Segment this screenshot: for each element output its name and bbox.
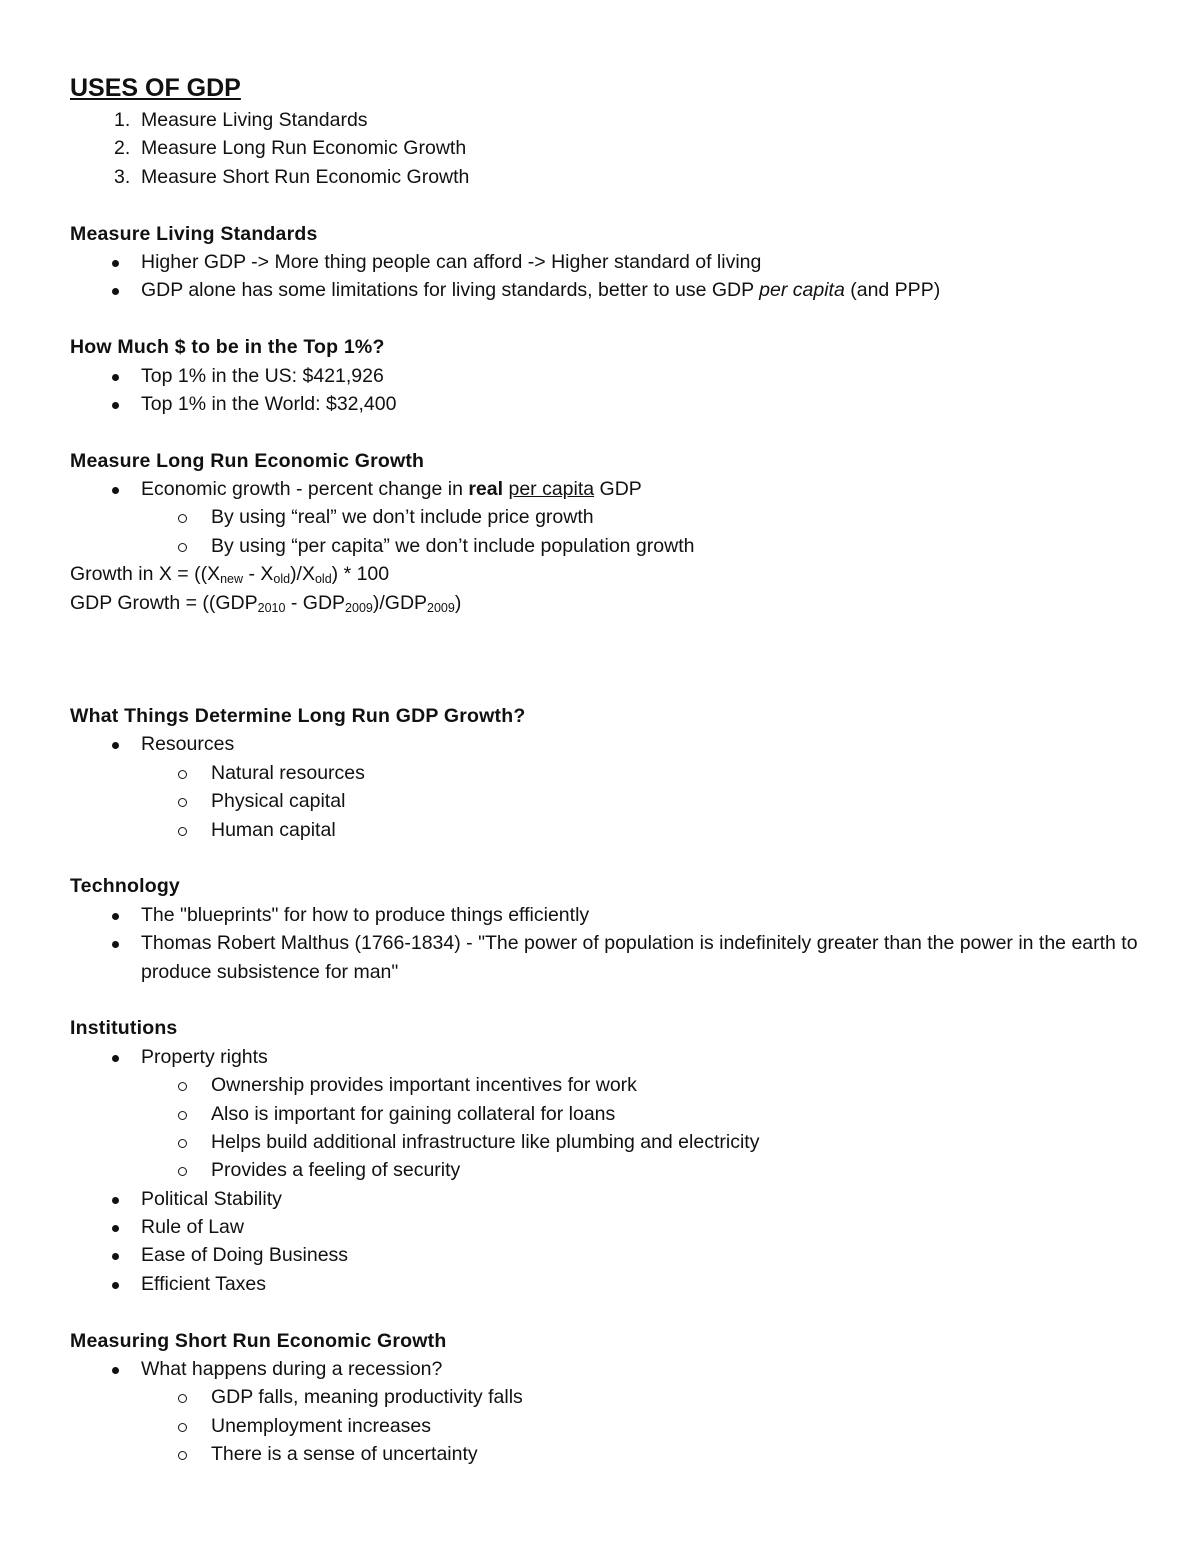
item-number: 3. bbox=[114, 165, 131, 188]
bullet-item bbox=[70, 1241, 1150, 1269]
bullet-dot-icon bbox=[112, 1225, 119, 1232]
sub-bullet-text: There is a sense of uncertainty bbox=[211, 1443, 478, 1466]
formula-part: GDP Growth = ((GDP bbox=[70, 591, 258, 614]
bullet-text: GDP alone has some limitations for living standards, better to use GDP bbox=[141, 279, 760, 302]
formula-subscript: 2009 bbox=[427, 600, 455, 615]
bullet-text: Top 1% in the World: $32,400 bbox=[141, 392, 397, 415]
page-title: USES OF GDP bbox=[70, 74, 241, 102]
bullet-item bbox=[70, 1270, 1150, 1298]
bullet-dot-icon bbox=[112, 1253, 119, 1260]
section-heading: Measuring Short Run Economic Growth bbox=[70, 1329, 447, 1352]
underlined-text: per capita bbox=[508, 478, 595, 501]
formula-subscript: old bbox=[273, 572, 291, 587]
bullet-item bbox=[70, 390, 1150, 418]
bullet-circle-icon bbox=[178, 1139, 187, 1148]
formula-part: )/GDP bbox=[372, 591, 428, 614]
bullet-dot-icon bbox=[112, 742, 119, 749]
sub-bullet-item bbox=[70, 1412, 1150, 1440]
bullet-item bbox=[70, 730, 1150, 758]
sub-bullet-text: Physical capital bbox=[211, 790, 346, 813]
item-text: Measure Living Standards bbox=[141, 109, 368, 131]
bullet-circle-icon bbox=[178, 798, 187, 807]
bullet-circle-icon bbox=[178, 1394, 187, 1403]
sub-bullet-text: Ownership provides important incentives for work bbox=[211, 1074, 637, 1097]
bullet-circle-icon bbox=[178, 543, 187, 552]
bullet-text: GDP bbox=[594, 478, 642, 501]
formula-part: - GDP bbox=[285, 591, 346, 614]
bullet-text: Higher GDP -> More thing people can afford -> Higher standard of living bbox=[141, 250, 762, 273]
sub-bullet-item bbox=[70, 1100, 1150, 1128]
item-text: Measure Short Run Economic Growth bbox=[141, 165, 470, 188]
bullet-circle-icon bbox=[178, 1111, 187, 1120]
sub-bullet-text: Human capital bbox=[211, 818, 336, 841]
item-number: 2. bbox=[114, 137, 131, 160]
formula-subscript: new bbox=[220, 572, 244, 587]
formula-subscript: 2009 bbox=[345, 600, 373, 615]
emphasis-text: per capita bbox=[759, 279, 845, 302]
bullet-circle-icon bbox=[178, 1451, 187, 1460]
section-heading: Measure Living Standards bbox=[70, 222, 318, 245]
formula-part: - X bbox=[243, 563, 274, 586]
bold-text: real bbox=[468, 478, 504, 501]
section-heading: Institutions bbox=[70, 1017, 178, 1040]
numbered-item bbox=[70, 134, 1150, 162]
sub-bullet-text: Natural resources bbox=[211, 761, 365, 784]
numbered-item bbox=[70, 163, 1150, 191]
sub-bullet-item bbox=[70, 503, 1150, 531]
numbered-item bbox=[70, 106, 1150, 134]
section-heading: Measure Long Run Economic Growth bbox=[70, 449, 425, 472]
sub-bullet-item bbox=[70, 1071, 1150, 1099]
formula-part: ) bbox=[454, 591, 462, 614]
sub-bullet-item bbox=[70, 532, 1150, 560]
section-heading: What Things Determine Long Run GDP Growth? bbox=[70, 705, 526, 728]
bullet-circle-icon bbox=[178, 514, 187, 523]
item-number: 1. bbox=[114, 109, 131, 131]
sub-bullet-item bbox=[70, 787, 1150, 815]
bullet-dot-icon bbox=[112, 1367, 119, 1374]
bullet-circle-icon bbox=[178, 770, 187, 779]
bullet-text: Property rights bbox=[141, 1045, 268, 1068]
bullet-text: (and PPP) bbox=[844, 279, 941, 302]
sub-bullet-item bbox=[70, 759, 1150, 787]
bullet-dot-icon bbox=[112, 402, 119, 409]
bullet-text: The "blueprints" for how to produce things efficiently bbox=[141, 903, 590, 926]
bullet-dot-icon bbox=[112, 941, 119, 948]
bullet-text: Ease of Doing Business bbox=[141, 1244, 349, 1267]
sub-bullet-text: By using “per capita” we don’t include population growth bbox=[211, 534, 695, 557]
bullet-item bbox=[70, 475, 1150, 503]
bullet-item bbox=[70, 1213, 1150, 1241]
bullet-item bbox=[70, 1355, 1150, 1383]
sub-bullet-item bbox=[70, 1156, 1150, 1184]
bullet-dot-icon bbox=[112, 374, 119, 381]
bullet-circle-icon bbox=[178, 827, 187, 836]
bullet-circle-icon bbox=[178, 1167, 187, 1176]
bullet-dot-icon bbox=[112, 487, 119, 494]
sub-bullet-text: Provides a feeling of security bbox=[211, 1159, 461, 1182]
bullet-dot-icon bbox=[112, 913, 119, 920]
bullet-text: Thomas Robert Malthus (1766-1834) - "The power of population is indefinitely greater than the power in the earth to produce subsistence for man" bbox=[141, 932, 1138, 983]
bullet-circle-icon bbox=[178, 1082, 187, 1091]
bullet-text: Economic growth - percent change in bbox=[141, 478, 469, 501]
bullet-item bbox=[70, 1043, 1150, 1071]
bullet-dot-icon bbox=[112, 1055, 119, 1062]
formula-gdp-growth bbox=[70, 589, 1150, 617]
bullet-item bbox=[70, 1185, 1150, 1213]
formula-part: )/X bbox=[290, 563, 315, 586]
formula-part: Growth in X = ((X bbox=[70, 563, 221, 586]
bullet-text: Rule of Law bbox=[141, 1216, 244, 1239]
sub-bullet-text: By using “real” we don’t include price growth bbox=[211, 506, 594, 529]
formula-part: ) * 100 bbox=[331, 563, 390, 586]
bullet-dot-icon bbox=[112, 260, 119, 267]
document-page bbox=[70, 70, 1150, 1469]
sub-bullet-item bbox=[70, 1383, 1150, 1411]
section-heading: How Much $ to be in the Top 1%? bbox=[70, 336, 385, 359]
bullet-text: Political Stability bbox=[141, 1187, 282, 1210]
bullet-item bbox=[70, 901, 1150, 929]
sub-bullet-text: Helps build additional infrastructure like plumbing and electricity bbox=[211, 1130, 760, 1153]
sub-bullet-item bbox=[70, 1128, 1150, 1156]
bullet-text: Top 1% in the US: $421,926 bbox=[141, 364, 384, 387]
sub-bullet-text: Also is important for gaining collateral for loans bbox=[211, 1102, 616, 1125]
bullet-text: Efficient Taxes bbox=[141, 1272, 267, 1295]
bullet-item bbox=[70, 248, 1150, 276]
formula-subscript: 2010 bbox=[257, 600, 286, 615]
bullet-text: Resources bbox=[141, 733, 235, 756]
bullet-item bbox=[70, 929, 1141, 986]
sub-bullet-item bbox=[70, 816, 1150, 844]
sub-bullet-item bbox=[70, 1440, 1150, 1468]
bullet-dot-icon bbox=[112, 288, 119, 295]
sub-bullet-text: Unemployment increases bbox=[211, 1414, 432, 1437]
bullet-dot-icon bbox=[112, 1197, 119, 1204]
formula-subscript: old bbox=[314, 572, 332, 587]
bullet-item bbox=[70, 362, 1150, 390]
formula-growth-x bbox=[70, 560, 1150, 588]
bullet-dot-icon bbox=[112, 1282, 119, 1289]
section-heading: Technology bbox=[70, 875, 180, 898]
bullet-circle-icon bbox=[178, 1423, 187, 1432]
bullet-text: What happens during a recession? bbox=[141, 1358, 443, 1381]
bullet-item bbox=[70, 276, 1150, 304]
sub-bullet-text: GDP falls, meaning productivity falls bbox=[211, 1386, 523, 1409]
item-text: Measure Long Run Economic Growth bbox=[141, 137, 467, 160]
